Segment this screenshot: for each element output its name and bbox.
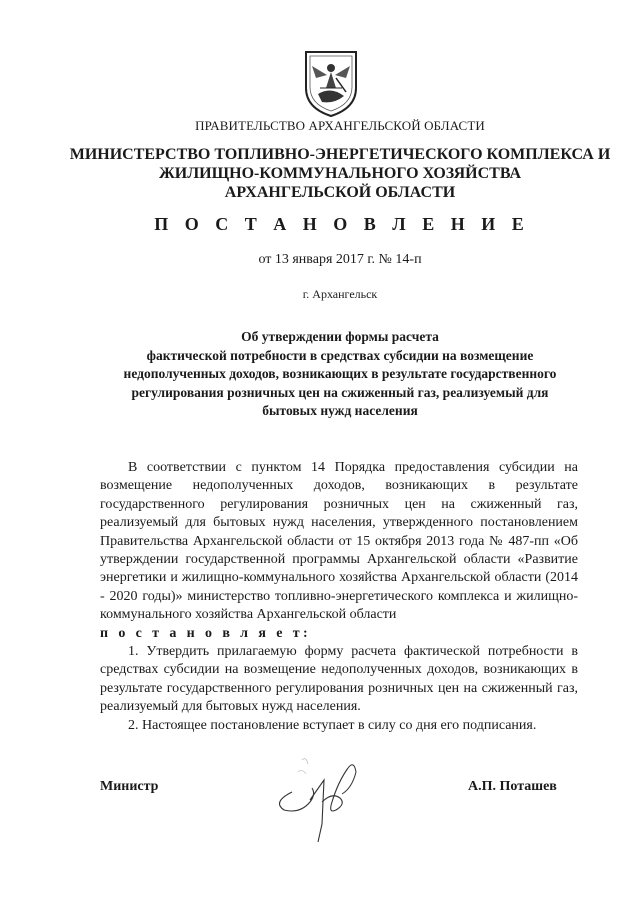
coat-of-arms-icon bbox=[300, 48, 362, 118]
document-type-title: П О С Т А Н О В Л Е Н И Е bbox=[154, 214, 530, 234]
subject-line: Об утверждении формы расчета bbox=[241, 329, 439, 344]
preamble-text: В соответствии с пунктом 14 Порядка предоставления субсидии на возмещение недополученных доходов, возникающих в результате государственного регулирования розничных цен на сжиженный газ, реализуемый для бытовых нужд населения, утвержденного постановлением Правительства Архангельской области от 15 октября 2013 года № 487-пп «Об утверждении государственной программы Архангельской области «Развитие энергетики и жилищно-коммунального хозяйства Архангельской области (2014 - 2020 годы)» министерство топливно-энергетического комплекса и жилищно-коммунального хозяйства Архангельской области bbox=[100, 460, 578, 623]
resolves-word: п о с т а н о в л я е т: bbox=[100, 625, 312, 641]
subject-line: недополученных доходов, возникающих в результате государственного bbox=[123, 366, 557, 381]
document-city: г. Архангельск bbox=[302, 287, 378, 301]
ministry-line: МИНИСТЕРСТВО ТОПЛИВНО-ЭНЕРГЕТИЧЕСКОГО КОМПЛЕКСА И bbox=[69, 146, 611, 163]
subject-line: регулирования розничных цен на сжиженный газ, реализуемый для bbox=[131, 384, 549, 400]
ministry-line: ЖИЛИЩНО-КОММУНАЛЬНОГО ХОЗЯЙСТВА bbox=[158, 165, 522, 182]
resolution-item: 2. Настоящее постановление вступает в силу со дня его подписания. bbox=[128, 717, 537, 733]
signatory-title: Министр bbox=[100, 779, 159, 794]
document-body bbox=[100, 459, 578, 735]
government-name: ПРАВИТЕЛЬСТВО АРХАНГЕЛЬСКОЙ ОБЛАСТИ bbox=[195, 118, 485, 133]
preamble-paragraph bbox=[100, 459, 578, 625]
resolution-item: 1. Утвердить прилагаемую форму расчета фактической потребности в средствах субсидии на возмещение недополученных доходов, возникающих в результате государственного регулирования розничных цен на сжиженный газ, реализуемый для бытовых нужд населения. bbox=[100, 644, 578, 715]
document-dateline: от 13 января 2017 г. № 14-п bbox=[258, 252, 422, 267]
signatory-name: А.П. Поташев bbox=[468, 779, 557, 794]
handwritten-signature-icon bbox=[262, 742, 382, 852]
ministry-name bbox=[60, 145, 620, 202]
resolves-line bbox=[100, 625, 578, 643]
subject-line: бытовых нужд населения bbox=[262, 403, 418, 418]
document-subject bbox=[60, 328, 620, 421]
subject-line: фактической потребности в средствах субсидии на возмещение bbox=[146, 347, 534, 363]
resolution-items bbox=[100, 643, 578, 735]
ministry-line: АРХАНГЕЛЬСКОЙ ОБЛАСТИ bbox=[224, 184, 456, 201]
